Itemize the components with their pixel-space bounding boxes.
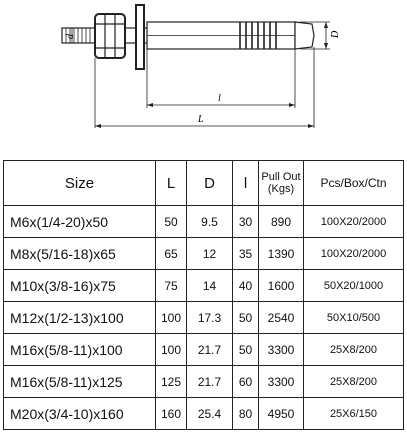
cell-pcs-box-ctn: 25X6/150 [304,398,404,430]
dimension-label-d: d [65,34,76,39]
table-row [4,398,404,430]
anchor-bolt-drawing [0,0,407,150]
cell-l: 35 [233,238,259,270]
expansion-grooves [240,22,276,49]
cell-L: 65 [156,238,187,270]
cell-size: M12x(1/2-13)x100 [4,302,156,334]
table-row [4,334,404,366]
cell-pull-out: 3300 [259,334,304,366]
cell-D: 25.4 [187,398,233,430]
cell-L: 160 [156,398,187,430]
cell-L: 100 [156,302,187,334]
hex-nut [95,14,125,58]
cell-size: M10x(3/8-16)x75 [4,270,156,302]
cell-l: 30 [233,206,259,238]
cell-pull-out: 2540 [259,302,304,334]
cell-L: 125 [156,366,187,398]
cell-size: M20x(3/4-10)x160 [4,398,156,430]
cell-pull-out: 1390 [259,238,304,270]
dimension-label-l: l [218,93,221,104]
cell-pull-out: 1600 [259,270,304,302]
dimension-label-L: L [198,114,204,125]
washer [136,5,144,69]
cell-size: M8x(5/16-18)x65 [4,238,156,270]
cell-pcs-box-ctn: 25X8/200 [304,366,404,398]
header-pcs-box-ctn: Pcs/Box/Ctn [304,161,404,206]
cell-pull-out: 3300 [259,366,304,398]
cell-pcs-box-ctn: 50X20/1000 [304,270,404,302]
header-pull-out: Pull Out (Kgs) [259,161,304,206]
cell-L: 75 [156,270,187,302]
cell-D: 9.5 [187,206,233,238]
table-row [4,206,404,238]
header-D: D [187,161,233,206]
cell-size: M16x(5/8-11)x125 [4,366,156,398]
table-row [4,366,404,398]
header-l: l [233,161,259,206]
header-size: Size [4,161,156,206]
cell-D: 12 [187,238,233,270]
cell-l: 50 [233,302,259,334]
cell-D: 17.3 [187,302,233,334]
cell-D: 21.7 [187,366,233,398]
cell-l: 50 [233,334,259,366]
cell-L: 100 [156,334,187,366]
cell-pull-out: 890 [259,206,304,238]
cell-D: 21.7 [187,334,233,366]
table-row [4,270,404,302]
spec-table [3,160,404,430]
dimension-label-D: D [330,30,341,38]
table-row [4,238,404,270]
cell-pcs-box-ctn: 100X20/2000 [304,206,404,238]
cell-l: 80 [233,398,259,430]
cell-l: 60 [233,366,259,398]
cell-size: M6x(1/4-20)x50 [4,206,156,238]
cone-tip [295,22,314,49]
cell-l: 40 [233,270,259,302]
table-row [4,302,404,334]
header-L: L [156,161,187,206]
table-header-row [4,161,404,206]
cell-pull-out: 4950 [259,398,304,430]
cell-pcs-box-ctn: 25X8/200 [304,334,404,366]
cell-L: 50 [156,206,187,238]
cell-pcs-box-ctn: 50X10/500 [304,302,404,334]
cell-pcs-box-ctn: 100X20/2000 [304,238,404,270]
cell-size: M16x(5/8-11)x100 [4,334,156,366]
cell-D: 14 [187,270,233,302]
